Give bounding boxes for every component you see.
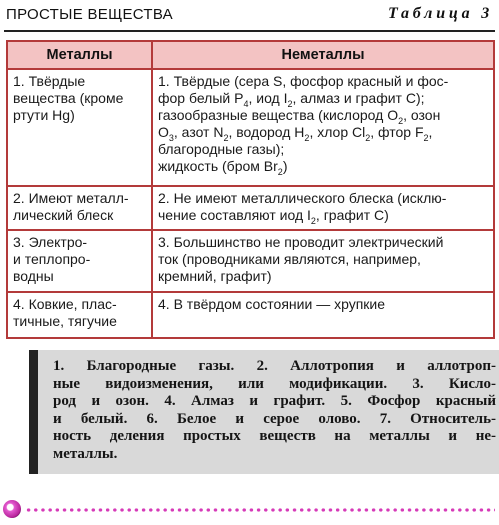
text-part: чение составляют иод I: [158, 207, 311, 223]
table-label: Таблица 3: [388, 5, 493, 22]
dotted-divider: [25, 508, 495, 512]
answer-line: и белый. 6. Белое и серое олово. 7. Относитель-: [53, 410, 496, 427]
cell-line: [158, 158, 489, 175]
metals-cell-3: [7, 230, 152, 292]
cell-line: и теплопро-: [13, 251, 91, 267]
text-part: жидкость (бром Br: [158, 158, 278, 174]
cell-line: кремний, графит): [158, 268, 272, 284]
cell-line: 2. Не имеют металлического блеска (исклю-: [158, 190, 447, 206]
nonmetals-cell-4: [152, 292, 494, 338]
subscript: 2: [223, 132, 229, 143]
subscript: 3: [168, 132, 174, 143]
cell-line: 4. Ковкие, плас-: [13, 296, 117, 312]
text-part: , фтор F: [370, 124, 424, 140]
cell-line: водны: [13, 268, 54, 284]
cell-line: вещества (кроме: [13, 90, 124, 106]
subscript: 2: [423, 132, 429, 143]
answer-line: ные видоизменения, или модификации. 3. Кисло-: [53, 375, 496, 392]
metals-cell-2: [7, 186, 152, 230]
cell-line: ртути Hg): [13, 107, 75, 123]
metals-cell-4: [7, 292, 152, 338]
subscript: 4: [243, 98, 249, 109]
answer-line: металлы.: [53, 445, 118, 462]
text-part: , азот N: [173, 124, 224, 140]
subscript: 2: [310, 215, 316, 226]
page-header: [4, 4, 495, 32]
cell-line: [158, 207, 489, 224]
text-part: , хлор Cl: [309, 124, 366, 140]
table-row: [7, 292, 494, 338]
cell-line: 3. Большинство не проводит электрический: [158, 234, 444, 250]
subscript: 2: [304, 132, 310, 143]
table-row: [7, 230, 494, 292]
cell-line: 1. Твёрдые: [13, 73, 86, 89]
properties-table: [6, 40, 495, 339]
subscript: 2: [277, 166, 283, 177]
text-part: ,: [428, 124, 433, 140]
text-part: , иод I: [248, 90, 288, 106]
table-header-row: [7, 41, 494, 69]
table-row: [7, 69, 494, 186]
metals-cell-1: [7, 69, 152, 186]
nonmetals-cell-1: [152, 69, 494, 186]
answers-text: [53, 358, 496, 463]
text-part: газообразные вещества (кислород O: [158, 107, 399, 123]
text-part: , алмаз и графит C);: [292, 90, 425, 106]
header-nonmetals: Неметаллы: [152, 41, 494, 69]
cell-line: благородные газы);: [158, 141, 285, 157]
properties-table-wrapper: [6, 40, 493, 333]
header-metals: Металлы: [7, 41, 152, 69]
cell-line: [158, 124, 489, 141]
cell-line: ток (проводниками являются, например,: [158, 251, 421, 267]
subscript: 2: [398, 115, 404, 126]
magenta-disc-icon: [3, 500, 21, 518]
cell-line: 1. Твёрдые (сера S, фосфор красный и фос-: [158, 73, 449, 89]
text-part: фор белый P: [158, 90, 244, 106]
cell-line: 2. Имеют металл-: [13, 190, 129, 206]
cell-line: [158, 107, 489, 124]
cell-line: тичные, тягучие: [13, 313, 117, 329]
subscript: 2: [365, 132, 371, 143]
nonmetals-cell-2: [152, 186, 494, 230]
answers-box: [29, 350, 499, 474]
answer-line: 1. Благородные газы. 2. Аллотропия и аллотроп-: [53, 358, 496, 374]
cell-line: 4. В твёрдом состоянии — хрупкие: [158, 296, 386, 312]
text-part: , графит C): [315, 207, 389, 223]
table-row: [7, 186, 494, 230]
text-part: ): [282, 158, 288, 174]
cell-line: 3. Электро-: [13, 234, 88, 250]
text-part: , водород H: [228, 124, 305, 140]
text-part: O: [158, 124, 169, 140]
nonmetals-cell-3: [152, 230, 494, 292]
subscript: 2: [287, 98, 293, 109]
section-title: ПРОСТЫЕ ВЕЩЕСТВА: [6, 6, 173, 23]
answer-line: ность деления простых веществ на металлы и не-: [53, 428, 496, 444]
answer-line: род и озон. 4. Алмаз и графит. 5. Фосфор красный: [53, 393, 496, 409]
cell-line: лический блеск: [13, 207, 114, 223]
text-part: , озон: [403, 107, 441, 123]
cell-line: [158, 90, 489, 107]
